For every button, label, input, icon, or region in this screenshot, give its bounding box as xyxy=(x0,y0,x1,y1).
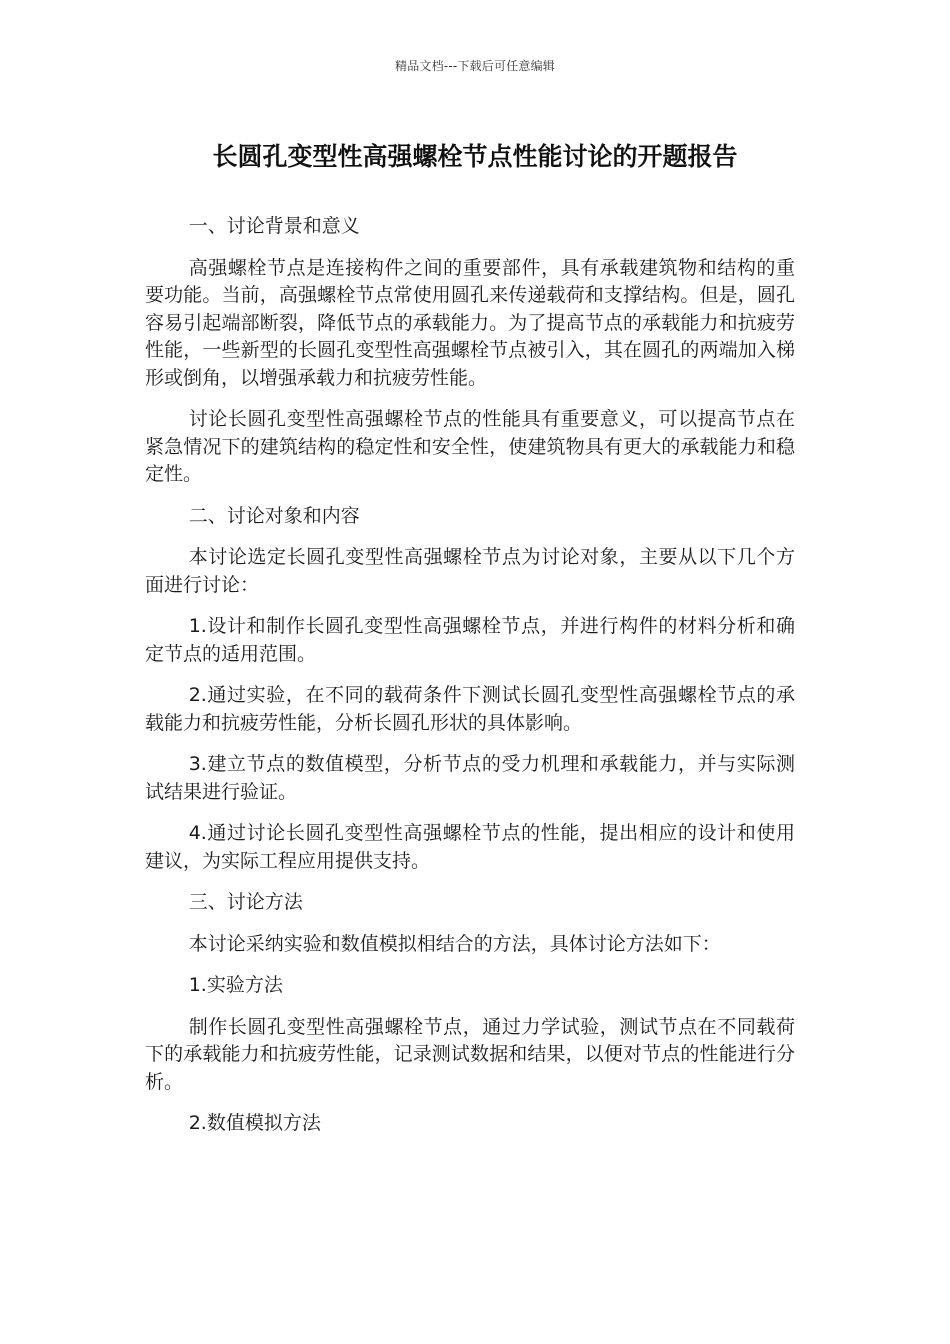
paragraph-background-2: 讨论长圆孔变型性高强螺栓节点的性能具有重要意义，可以提高节点在紧急情况下的建筑结构的稳定性和安全性，使建筑物具有更大的承载能力和稳定性。 xyxy=(145,408,795,485)
paragraph-methods-intro: 本讨论采纳实验和数值模拟相结合的方法，具体讨论方法如下： xyxy=(188,932,721,955)
list-item-objects-1: 1.设计和制作长圆孔变型性高强螺栓节点，并进行构件的材料分析和确定节点的适用范围。 xyxy=(145,615,795,665)
list-item-objects-3: 3.建立节点的数值模型，分析节点的受力机理和承载能力，并与实际测试结果进行验证。 xyxy=(145,753,795,803)
subheading-experiment: 1.实验方法 xyxy=(188,974,283,996)
document-title: 长圆孔变型性高强螺栓节点性能讨论的开题报告 xyxy=(212,142,738,171)
paragraph-background-1: 高强螺栓节点是连接构件之间的重要部件，具有承载建筑物和结构的重要功能。当前，高强螺栓节点常使用圆孔来传递载荷和支撑结构。但是，圆孔容易引起端部断裂，降低节点的承载能力。为了提高节点的承载能力和抗疲劳性能，一些新型的长圆孔变型性高强螺栓节点被引入，其在圆孔的两端加入梯形或倒角，以增强承载力和抗疲劳性能。 xyxy=(145,256,795,389)
section-heading-objects: 二、讨论对象和内容 xyxy=(188,504,360,527)
section-heading-background: 一、讨论背景和意义 xyxy=(188,215,360,237)
paragraph-experiment: 制作长圆孔变型性高强螺栓节点，通过力学试验，测试节点在不同载荷下的承载能力和抗疲劳性能，记录测试数据和结果，以便对节点的性能进行分析。 xyxy=(145,1015,795,1093)
subheading-simulation: 2.数值模拟方法 xyxy=(188,1112,321,1134)
header-note: 精品文档---下载后可任意编辑 xyxy=(395,59,555,73)
section-heading-methods: 三、讨论方法 xyxy=(188,891,303,913)
list-item-objects-2: 2.通过实验，在不同的载荷条件下测试长圆孔变型性高强螺栓节点的承载能力和抗疲劳性能，分析长圆孔形状的具体影响。 xyxy=(145,684,795,734)
document-body xyxy=(145,213,795,1152)
list-item-objects-4: 4.通过讨论长圆孔变型性高强螺栓节点的性能，提出相应的设计和使用建议，为实际工程应用提供支持。 xyxy=(145,822,795,872)
paragraph-objects-intro: 本讨论选定长圆孔变型性高强螺栓节点为讨论对象，主要从以下几个方面进行讨论： xyxy=(145,546,795,596)
